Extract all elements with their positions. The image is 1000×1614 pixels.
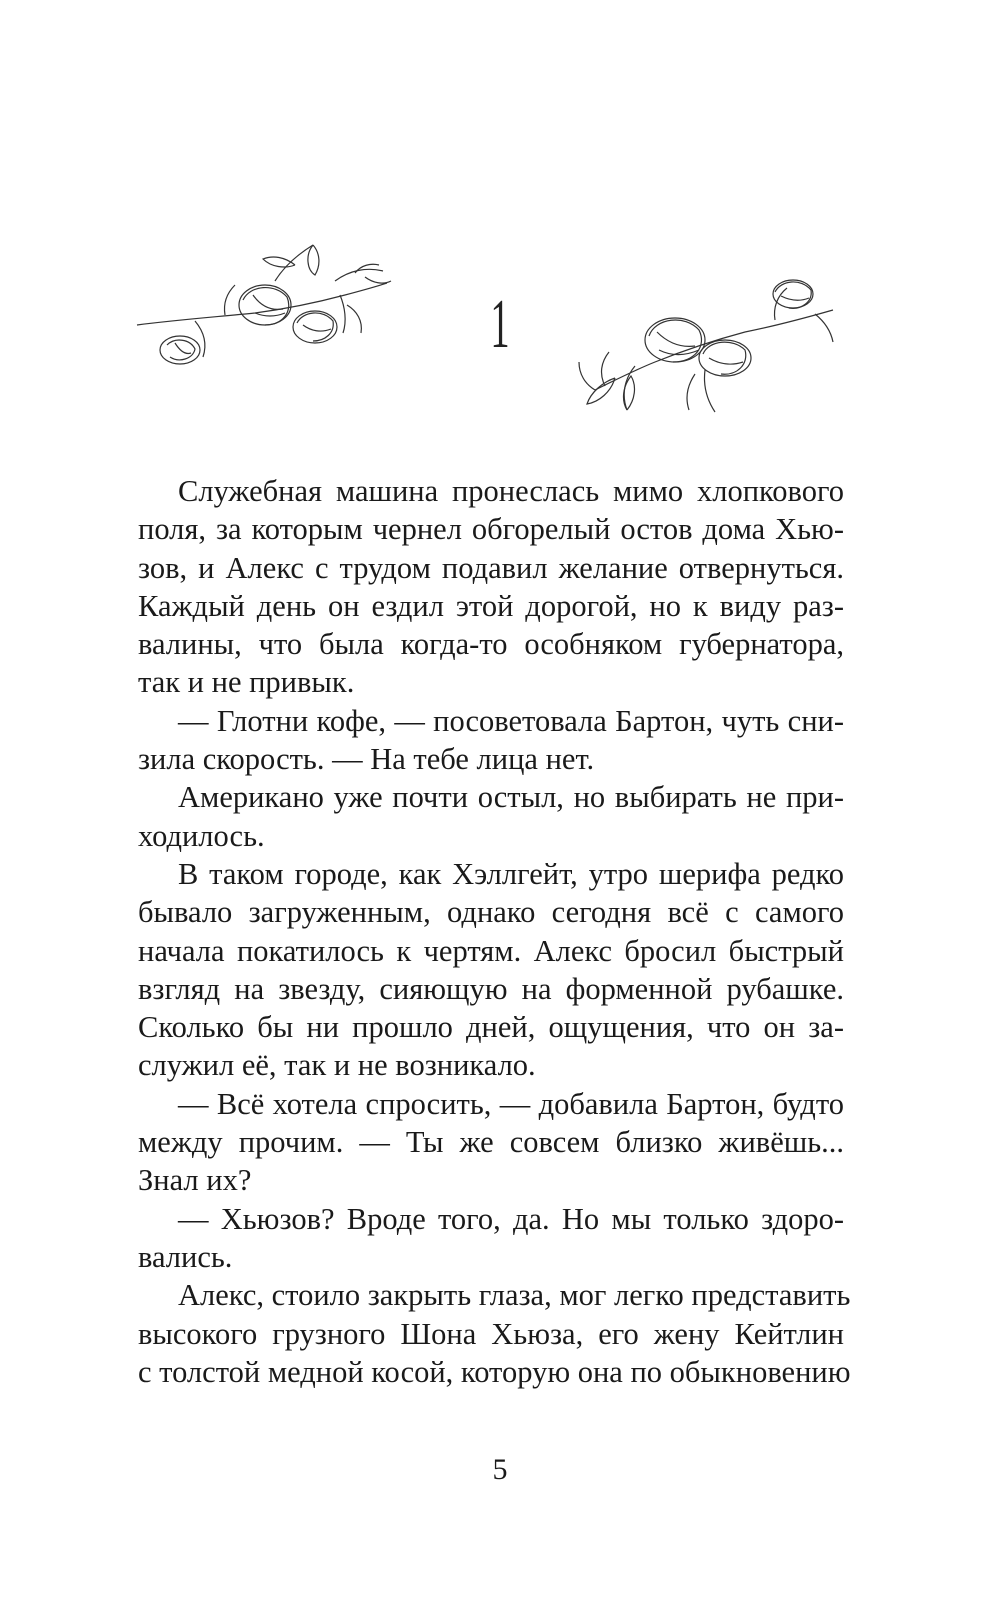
text-line: зов, и Алекс с трудом подавил желание отвернуться. — [138, 550, 844, 585]
text-line: высокого грузного Шона Хьюза, его жену Кейтлин — [138, 1316, 844, 1351]
cotton-branch-icon — [575, 270, 840, 425]
text-line: с толстой медной косой, которую она по обыкновению — [138, 1354, 851, 1389]
text-line: так и не привык. — [138, 665, 355, 700]
text-line: поля, за которым чернел обгорелый остов дома Хью- — [138, 512, 844, 547]
text-line: В таком городе, как Хэллгейт, утро шерифа редко — [178, 856, 844, 891]
text-line: Алекс, стоило закрыть глаза, мог легко представить — [178, 1278, 851, 1313]
text-line: — Всё хотела спросить, — добавила Бартон, будто — [178, 1086, 844, 1121]
text-line: между прочим. — Ты же совсем близко живёшь... — [138, 1125, 844, 1160]
text-line: — Хьюзов? Вроде того, да. Но мы только здоро- — [178, 1201, 844, 1236]
text-line: ходилось. — [138, 818, 265, 853]
text-line: Знал их? — [138, 1163, 252, 1198]
chapter-number: 1 — [490, 286, 510, 363]
text-line: взгляд на звезду, сияющую на форменной рубашке. — [138, 971, 844, 1006]
text-line: зила скорость. — На тебе лица нет. — [138, 742, 595, 777]
text-line: Каждый день он ездил этой дорогой, но к виду раз- — [138, 588, 844, 623]
text-line: служил её, так и не возникало. — [138, 1048, 536, 1083]
text-line: начала покатилось к чертям. Алекс бросил быстрый — [138, 933, 844, 968]
text-line: Служебная машина пронеслась мимо хлопкового — [178, 474, 844, 508]
text-line: — Глотни кофе, — посоветовала Бартон, чуть сни- — [178, 703, 844, 738]
text-line: Американо уже почти остыл, но выбирать не при- — [178, 780, 844, 815]
chapter-header — [0, 210, 1000, 440]
text-line: бывало загруженным, однако сегодня всё с самого — [138, 895, 844, 930]
body-text — [138, 472, 851, 1391]
text-line: валины, что была когда-то особняком губернатора, — [138, 627, 844, 662]
text-line: вались. — [138, 1239, 233, 1274]
text-line: Сколько бы ни прошло дней, ощущения, что он за- — [138, 1010, 844, 1045]
page-number: 5 — [492, 1453, 508, 1486]
